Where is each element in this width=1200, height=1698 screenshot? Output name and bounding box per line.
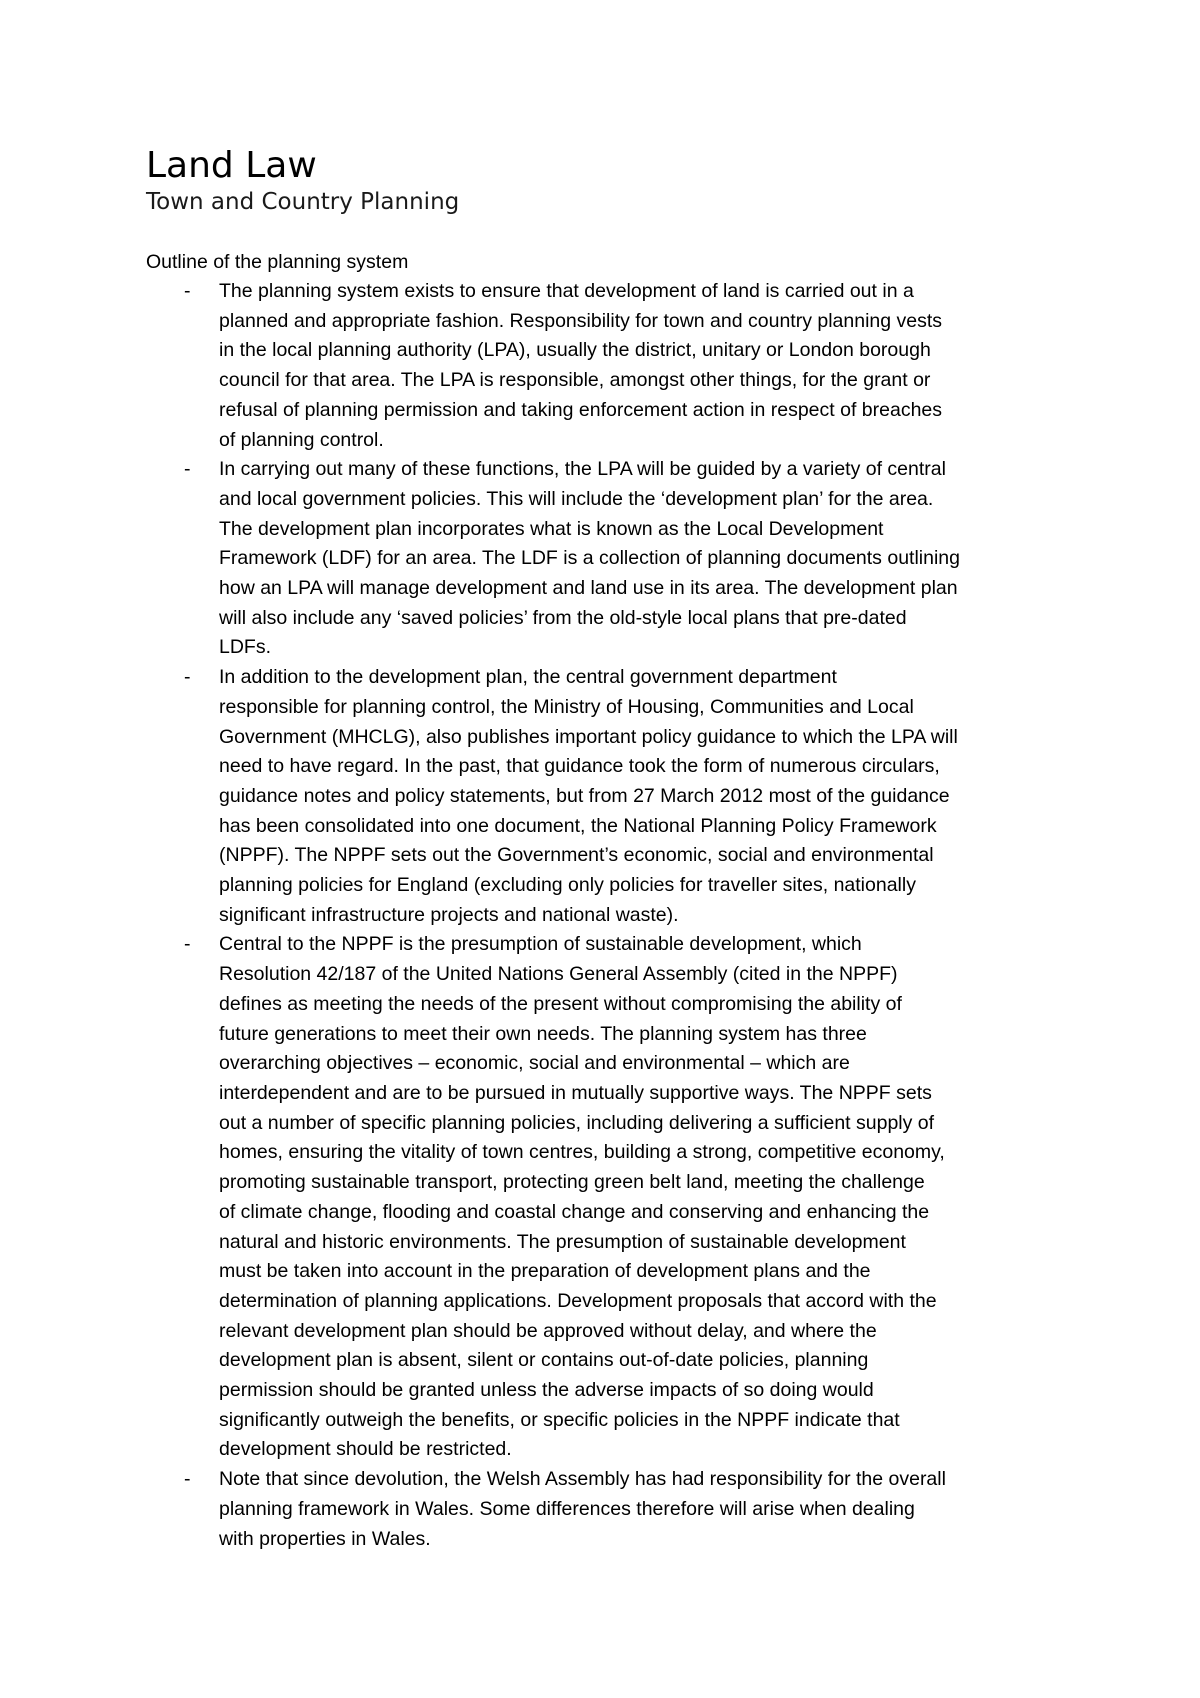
- text-line: overarching objectives – economic, social and environmental – which are: [219, 1052, 850, 1075]
- text-line: (NPPF). The NPPF sets out the Government’s economic, social and environmental: [219, 844, 934, 867]
- list-item: [0, 930, 1200, 1465]
- text-line: will also include any ‘saved policies’ from the old-style local plans that pre-dated: [219, 606, 907, 629]
- text-line: defines as meeting the needs of the present without compromising the ability of: [219, 992, 902, 1015]
- section-heading: Outline of the planning system: [146, 251, 409, 273]
- text-line: In addition to the development plan, the central government department: [219, 666, 837, 689]
- text-line: has been consolidated into one document, the National Planning Policy Framework: [219, 814, 937, 837]
- text-line: Resolution 42/187 of the United Nations General Assembly (cited in the NPPF): [219, 963, 898, 986]
- bullet-marker: -: [184, 280, 191, 302]
- text-line: planning framework in Wales. Some differences therefore will arise when dealing: [219, 1497, 915, 1520]
- text-line: responsible for planning control, the Ministry of Housing, Communities and Local: [219, 695, 914, 718]
- text-line: The planning system exists to ensure that development of land is carried out in a: [219, 280, 914, 302]
- list-item: [0, 455, 1200, 663]
- text-line: permission should be granted unless the adverse impacts of so doing would: [219, 1379, 874, 1402]
- text-line: The development plan incorporates what is known as the Local Development: [219, 517, 884, 540]
- text-line: of climate change, flooding and coastal change and conserving and enhancing the: [219, 1200, 930, 1223]
- document-subtitle: Town and Country Planning: [146, 189, 460, 215]
- text-line: homes, ensuring the vitality of town centres, building a strong, competitive economy,: [219, 1141, 945, 1164]
- text-line: must be taken into account in the preparation of development plans and the: [219, 1260, 871, 1283]
- text-line: LDFs.: [219, 636, 272, 659]
- list-item: [0, 1465, 1200, 1554]
- text-line: of planning control.: [219, 428, 384, 451]
- list-item-text: [219, 277, 1069, 455]
- text-line: how an LPA will manage development and land use in its area. The development plan: [219, 577, 958, 600]
- text-line: out a number of specific planning policies, including delivering a sufficient supply of: [219, 1111, 935, 1134]
- text-line: refusal of planning permission and taking enforcement action in respect of breaches: [219, 398, 943, 421]
- text-line: planned and appropriate fashion. Responsibility for town and country planning vests: [219, 309, 943, 332]
- text-line: development plan is absent, silent or contains out-of-date policies, planning: [219, 1349, 869, 1372]
- list-item: [0, 663, 1200, 930]
- bullet-marker: -: [184, 458, 191, 481]
- text-line: interdependent and are to be pursued in mutually supportive ways. The NPPF sets: [219, 1081, 932, 1104]
- text-line: with properties in Wales.: [219, 1527, 431, 1550]
- bullet-marker: -: [184, 1468, 191, 1491]
- text-line: Framework (LDF) for an area. The LDF is a collection of planning documents outlining: [219, 547, 960, 570]
- text-line: determination of planning applications. Development proposals that accord with the: [219, 1289, 937, 1312]
- text-line: need to have regard. In the past, that guidance took the form of numerous circulars,: [219, 755, 940, 778]
- text-line: In carrying out many of these functions, the LPA will be guided by a variety of central: [219, 458, 946, 481]
- text-line: Note that since devolution, the Welsh Assembly has had responsibility for the overall: [219, 1468, 946, 1491]
- text-line: and local government policies. This will include the ‘development plan’ for the area.: [219, 487, 934, 510]
- list-item: [0, 277, 1200, 455]
- text-line: Central to the NPPF is the presumption of sustainable development, which: [219, 933, 862, 956]
- bullet-list: [0, 277, 1200, 1554]
- text-line: development should be restricted.: [219, 1438, 512, 1461]
- text-line: council for that area. The LPA is responsible, amongst other things, for the grant or: [219, 369, 931, 392]
- text-line: in the local planning authority (LPA), usually the district, unitary or London borough: [219, 339, 931, 362]
- text-line: significantly outweigh the benefits, or specific policies in the NPPF indicate that: [219, 1408, 900, 1431]
- text-line: relevant development plan should be approved without delay, and where the: [219, 1319, 877, 1342]
- text-line: Government (MHCLG), also publishes important policy guidance to which the LPA will: [219, 725, 958, 748]
- bullet-marker: -: [184, 933, 191, 956]
- text-line: significant infrastructure projects and national waste).: [219, 903, 679, 926]
- text-line: future generations to meet their own needs. The planning system has three: [219, 1022, 867, 1045]
- text-line: promoting sustainable transport, protecting green belt land, meeting the challenge: [219, 1171, 925, 1194]
- bullet-marker: -: [184, 666, 191, 689]
- list-item-text: [219, 1465, 1069, 1554]
- document-title: Land Law: [146, 145, 317, 186]
- list-item-text: [219, 930, 1069, 1465]
- text-line: natural and historic environments. The presumption of sustainable development: [219, 1230, 906, 1253]
- text-line: planning policies for England (excluding only policies for traveller sites, nationally: [219, 874, 916, 897]
- text-line: guidance notes and policy statements, but from 27 March 2012 most of the guidance: [219, 784, 950, 807]
- list-item-text: [219, 455, 1069, 663]
- list-item-text: [219, 663, 1069, 930]
